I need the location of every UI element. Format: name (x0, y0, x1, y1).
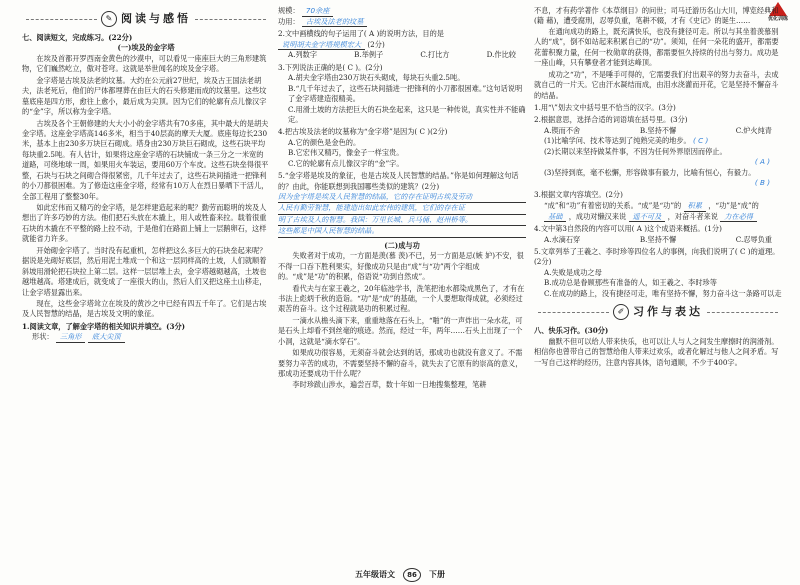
footer-volume: 下册 (429, 570, 445, 580)
q4-options (534, 235, 782, 245)
option[interactable]: C.忍辱负重 (735, 234, 772, 244)
passage-paragraph: 看代夫与在家王羲之，20年临池学书，洗笔把池水都染成黑色了，才有在书法上彪炳千秋的造诣。“功”是“成”的基础，一个人要想取得成就，必须经过艰苦的奋斗。这个过程就是功的积累过程。 (278, 283, 525, 314)
page-number: 86 (403, 568, 421, 582)
q3-answer-4[interactable]: 力在必得 (720, 213, 757, 223)
q1-use-answer[interactable]: 古埃及法老的坟墓 (302, 18, 368, 28)
option[interactable]: B.举例子 (354, 50, 384, 60)
footer-grade: 五年级语文 (355, 570, 395, 580)
q1-shape-label: 形状： (32, 332, 54, 342)
passage-paragraph: 在埃及首都开罗西南金黄色的沙漠中，可以看见一座座巨大的三角形建筑物，它们巍然屹立，傲对苍穹。这就是举世闻名的埃及金字塔。 (22, 53, 267, 74)
option[interactable]: C.炉火纯青 (735, 125, 772, 135)
q3-answer-3[interactable]: 遥不可及 (629, 213, 666, 223)
answer-line: 这些都是中国人民智慧的结晶。 (278, 226, 526, 237)
question-7-title: 七、阅读短文，完成练习。(22分) (22, 33, 133, 42)
passage-paragraph: 成功之“功”，不是唾手可得的，它需要我们付出艰辛的努力去奋斗，去成就自己的一片天。它由汗水凝结而成，由泪水浇灌而开花，它是坚持不懈奋斗的结晶。 (534, 69, 779, 100)
answer-line: 人民有勤劳智慧，能建造出如此宏伟的建筑，它们的存在证 (278, 203, 526, 214)
question-5: 5.“金字塔是埃及的象征，也是古埃及人民智慧的结晶。”你是如何理解这句话的？由此，你能联想到我国哪些类似的建筑？(2分) (278, 171, 519, 191)
section-title: 习作与表达 (633, 305, 703, 319)
passage-paragraph: 一滴水从檐头滴下来，重重地落在石头上，“啪”的一声炸出一朵水花，可是石头上却看不到丝毫的痕迹。然而，经过一年，两年……石头上出现了一个小洞，这就是“滴水穿石”。 (278, 315, 523, 346)
q2-score: (2分) (367, 39, 385, 49)
passage-paragraph: 失败者对于成功，一方面是羡(慕 羡)不已，另一方面是忌(嫉 妒)不安，很不得一口吞下胜利果实，好像成功只是由“成”与“功”两个字组成的。“成”是“功”的积累，俗语说“功到自然成”。 (278, 251, 524, 282)
q2-item-answer-value: B (759, 178, 765, 187)
q2-item-answer[interactable]: ( A ) (754, 157, 770, 167)
logo-text: 优化训练 (767, 16, 788, 22)
option[interactable]: C.用滑土坡的方法把巨大的石块垒起来，这只是一种传说，真实性并不能确定。 (288, 104, 526, 124)
q3-text: ，对奋斗者来说 (667, 211, 718, 221)
option[interactable]: B.它宏伟又精巧，像金子一样宝贵。 (288, 148, 404, 158)
option[interactable]: A.胡夫金字塔由230万块石头砌成，每块石头重2.5吨。 (288, 73, 465, 83)
question-8-title: 八、快乐习作。(30分) (534, 326, 609, 336)
ornament-right (195, 19, 266, 20)
option[interactable]: C.它的轮廓有点儿像汉字的“金”字。 (288, 158, 404, 168)
option[interactable]: D.作比较 (486, 50, 516, 60)
column-3 (534, 6, 782, 567)
q2-item (534, 147, 782, 157)
ornament-left (26, 19, 97, 20)
option[interactable]: C.打比方 (420, 50, 450, 60)
passage-2-title: (二)成与功 (384, 240, 420, 250)
q2-item-text: (1)比喻学问、技术等达到了纯熟完美的地步。 (544, 136, 691, 146)
passage-paragraph: 在通向成功的路上，既充满快乐，也没有捷径可走。所以与其坐着羡慕别人的“成”，倒不如站起来积累自己的“功”。须知，任何一朵花的盛开，都需要花蕾积聚力量，任何一枚勋章的获得，都需要恒久持续的付出与努力。成功是一座山峰，只有攀登者才能到达峰顶。 (534, 26, 779, 68)
section-header-writing (534, 301, 782, 323)
q2-item-answer-value: C (698, 136, 704, 146)
option[interactable]: B.坚持不懈 (639, 234, 677, 244)
q2-item-answer[interactable]: ( C ) (693, 136, 709, 146)
passage-paragraph: 如此宏伟而又精巧的金字塔，是怎样建造起来的呢？勤劳而聪明的埃及人想出了许多巧妙的方法。他们把石头放在木撬上，用人或牲畜来拉。载着很重石块的木撬在不平整的路上拉不动，于是他们在路面上铺上一层鹅卵石，这样就能省力许多。 (22, 203, 267, 244)
passage-paragraph: 李时珍跋山涉水，遍尝百草，数十年如一日地搜集整理，笔耕 (292, 380, 487, 390)
q3-text: ，成功对懒汉来说 (568, 211, 627, 221)
question-5: 5.文章列举了王羲之、李时珍等四位名人的事例，向我们说明了( C )的道理。(2分) (534, 247, 780, 267)
question-3: 3.根据文章内容填空。(2分) (534, 190, 623, 200)
option[interactable]: A.水滴石穿 (544, 234, 581, 244)
q2-item-answer-value: A (759, 157, 765, 167)
option[interactable]: A.列数字 (288, 50, 318, 60)
section-title: 阅读与感悟 (121, 12, 191, 26)
q2-options (278, 50, 526, 60)
writing-prompt: 幽默不但可以给人带来快乐，也可以让人与人之间发生摩擦时的润滑剂。相信你也曾带自己的智慧给他人带来过欢乐，或者化解过与他人之间矛盾。写一写自己这样的经历，注意内容具体，语句通顺，不少于400字。 (534, 336, 779, 367)
q1-use-row (278, 17, 526, 28)
question-4: 4.文中第3自然段的内容可以用( A )这个成语来概括。(1分) (534, 224, 722, 234)
q3-answer-2[interactable]: 基础 (544, 213, 566, 223)
passage-paragraph: 古埃及各个王朝修建的大大小小的金字塔共有70多座，其中最大的是胡夫金字塔。这座金字塔高146多米，相当于40层高的摩天大厦。底座每边长230米，基本上由230多万块巨石砌成。塔身由230万块巨石砌成，这些石块平均每块重2.5吨。有人估计，如果将这座金字塔的石块铺成一条三分之一米宽的道路，可绕地球一周，如果用火车装运，要用60万个车皮。这些石块垒得很平整，石块与石块之间砌合得很紧密，几千年过去了，这些石块间插进一把锋利的小刀都很困难。为了修造这座金字塔，经常有10万人在烈日暴晒下干活儿，全部工程用了整整30年。 (22, 118, 269, 201)
option[interactable]: A.锲而不舍 (544, 125, 581, 135)
ornament-right (707, 312, 778, 313)
q2-answer[interactable]: 说明胡夫金字塔规模宏大 (278, 41, 365, 51)
option[interactable]: B.“几千年过去了，这些石块间插进一把锋利的小刀都很困难。”这句话说明了金字塔建造很精美。 (288, 83, 523, 104)
option[interactable]: A.失败是成功之母 (544, 267, 602, 277)
q2-item (534, 168, 782, 178)
question-2: 2.根据意思，选择合适的词语填在括号里。(3分) (534, 115, 688, 125)
question-2 (278, 29, 526, 50)
q2-item (534, 136, 782, 146)
passage-1-title: (一)埃及的金字塔 (117, 43, 175, 53)
q1-shape-answer-2[interactable]: 底大尖顶 (88, 333, 125, 343)
q3-fill (534, 201, 782, 222)
q1-scale-answer[interactable]: 70余座 (302, 7, 334, 17)
passage-paragraph: 不息，才有药学著作《本草纲目》的问世；司马迁游历名山大川，博览经典和(籍 藉)，遭受腐刑，忍辱负重，笔耕不辍，才有《史记》的诞生…… (534, 6, 779, 26)
option[interactable]: B.坚持不懈 (639, 125, 677, 135)
answer-line: 因为金字塔是埃及人民智慧的结晶，它的存在证明古埃及劳动 (278, 192, 526, 203)
question-2-text: 2.文中画横线的句子运用了( A )的说明方法，目的是 (278, 29, 444, 39)
passage-paragraph: 金字塔是古埃及法老的坟墓。大约在公元前27世纪，埃及古王国法老胡夫，法老死后，他们的尸体都埋葬在由巨大的石头修建而成的坟墓里。这些坟墓底座是四方形，愈往上愈小，最后成为尖顶。因为它们的轮廓有点儿像汉字的“金”字，所以称为金字塔。 (22, 75, 267, 117)
question-1: 1.用“\”划去文中括号里不恰当的汉字。(3分) (534, 102, 676, 112)
pen-icon: ✐ (613, 304, 629, 320)
q3-text: “成”和“功”有着密切的关系。“成”是“功”的 (544, 200, 682, 210)
passage-paragraph: 如果成功很容易，无须奋斗就会达到的话，那成功也就没有意义了。不需要努力辛苦的成功，不需要坚持不懈的奋斗，就失去了它原有的崇高的意义，那成功还要成功干什么呢？ (278, 348, 523, 379)
question-3: 3.下列说法正确的是( C )。(2分) (278, 62, 383, 72)
column-1 (22, 6, 270, 567)
q2-options (534, 126, 782, 136)
q5-answer-block[interactable] (278, 192, 526, 238)
q2-item-text: (3)坚持到底，毫不松懈，形容做事有毅力，比喻有恒心，有毅力。 (544, 167, 756, 177)
question-4: 4.把古埃及法老的坟墓称为“金字塔”是因为( C )(2分) (278, 127, 448, 137)
q1-shape-answer[interactable]: 三角形 (56, 333, 86, 343)
q2-item-answer[interactable]: ( B ) (754, 178, 770, 187)
passage-paragraph: 开始砌金字塔了。当时没有起重机，怎样把这么多巨大的石块垒起来呢？据说是先砌好底层，然后用泥土堆成一个和这一层同样高的土坡，人们就顺着斜坡用滑轮把石块拉上第二层。这样一层层堆上去，金字塔越砌越高，土坡也越堆越高。塔建成后，就变成了一座很大的山，然后人们又把这座土山移走，让金字塔显露出来。 (22, 245, 267, 297)
q1-scale-row (278, 6, 526, 17)
option[interactable]: C.在成功的路上，没有捷径可走，唯有坚持不懈，努力奋斗这一条路可以走 (544, 288, 782, 298)
q2-item-text: (2)长期以来坚持做某件事，不因为任何外界原因而停止。 (544, 146, 727, 156)
option[interactable]: A.它的颜色是金色的。 (288, 137, 361, 147)
option[interactable]: B.成功总是眷顾那些有准备的人，如王羲之、李时珍等 (544, 278, 717, 288)
q1-shape-row (22, 332, 270, 343)
q1-scale-label: 规模： (278, 6, 300, 15)
column-2 (278, 6, 526, 567)
q3-text: ，“功”是“成”的 (708, 200, 759, 210)
ornament-left (538, 312, 609, 313)
section-header-reading (22, 8, 270, 30)
q3-answer-1[interactable]: 积累 (684, 202, 706, 212)
question-1: 1.阅读文章，了解金字塔的相关知识并填空。(3分) (22, 321, 186, 331)
book-icon: ✎ (101, 11, 117, 27)
answer-line: 明了古埃及人的智慧。我国：万里长城、兵马俑、赵州桥等。 (278, 215, 526, 226)
passage-paragraph: 现在，这些金字塔耸立在埃及的黄沙之中已经有四五千年了。它们是古埃及人民智慧的结晶，是古埃及文明的象征。 (22, 298, 267, 319)
q1-use-label: 功用： (278, 16, 300, 26)
page-footer (0, 568, 800, 582)
